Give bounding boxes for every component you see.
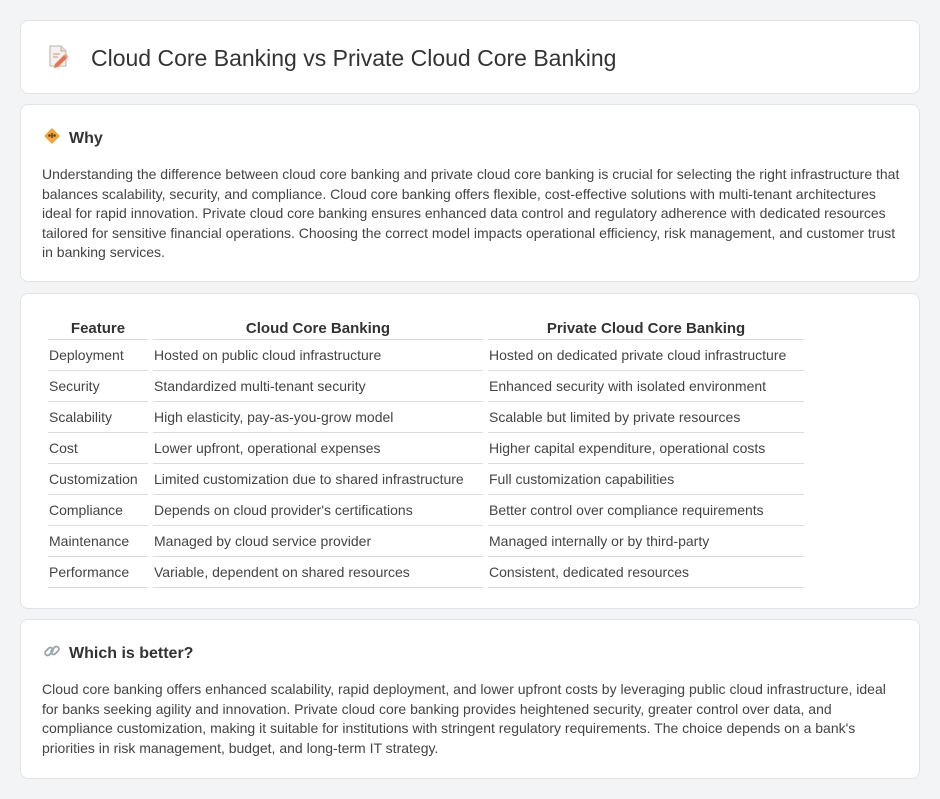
why-section: [20, 104, 920, 282]
page-title: Cloud Core Banking vs Private Cloud Core Banking: [91, 45, 617, 71]
table-row: [48, 433, 804, 464]
table-cell: Better control over compliance requirements: [488, 495, 804, 526]
table-row: [48, 340, 804, 371]
table-row: [48, 526, 804, 557]
table-cell: High elasticity, pay-as-you-grow model: [153, 402, 483, 433]
which-is-better-body: Cloud core banking offers enhanced scalability, rapid deployment, and lower upfront costs by leveraging public cloud infrastructure, ideal for banks seeking agility and innovation. Private cloud core banking provides heightened security, greater control over data, and compliance customization, making it suitable for institutions with stringent regulatory requirements. The choice depends on a bank's priorities in risk management, budget, and long-term IT strategy.: [42, 681, 886, 756]
header-cloud-core-banking: Cloud Core Banking: [153, 314, 483, 340]
header-private-cloud-core-banking: Private Cloud Core Banking: [488, 314, 804, 340]
comparison-table-card: [20, 293, 920, 609]
diamond-warning-icon: [43, 127, 61, 150]
table-cell: Depends on cloud provider's certifications: [153, 495, 483, 526]
document-edit-icon: [45, 43, 71, 74]
table-row: [48, 495, 804, 526]
table-row: [48, 402, 804, 433]
table-cell: Hosted on public cloud infrastructure: [153, 340, 483, 371]
table-cell: Maintenance: [48, 526, 148, 557]
table-row: [48, 371, 804, 402]
table-cell: Compliance: [48, 495, 148, 526]
link-icon: [43, 642, 61, 665]
table-cell: Deployment: [48, 340, 148, 371]
table-cell: Variable, dependent on shared resources: [153, 557, 483, 588]
table-cell: Standardized multi-tenant security: [153, 371, 483, 402]
table-cell: Customization: [48, 464, 148, 495]
comparison-table: [43, 314, 809, 588]
table-cell: Scalable but limited by private resources: [488, 402, 804, 433]
header-feature: Feature: [48, 314, 148, 340]
which-is-better-heading: Which is better?: [69, 644, 194, 662]
table-cell: Higher capital expenditure, operational costs: [488, 433, 804, 464]
table-cell: Consistent, dedicated resources: [488, 557, 804, 588]
table-cell: Full customization capabilities: [488, 464, 804, 495]
table-cell: Performance: [48, 557, 148, 588]
which-is-better-section: [20, 619, 920, 779]
table-cell: Scalability: [48, 402, 148, 433]
table-cell: Hosted on dedicated private cloud infrastructure: [488, 340, 804, 371]
table-cell: Enhanced security with isolated environment: [488, 371, 804, 402]
table-cell: Limited customization due to shared infrastructure: [153, 464, 483, 495]
table-cell: Lower upfront, operational expenses: [153, 433, 483, 464]
table-cell: Managed by cloud service provider: [153, 526, 483, 557]
why-heading: Why: [69, 129, 103, 147]
table-cell: Cost: [48, 433, 148, 464]
table-cell: Security: [48, 371, 148, 402]
title-card: [20, 20, 920, 94]
table-row: [48, 464, 804, 495]
why-body: Understanding the difference between cloud core banking and private cloud core banking is crucial for selecting the right infrastructure that balances scalability, security, and compliance. Cloud core banking offers flexible, cost-effective solutions with multi-tenant architectures ideal for rapid innovation. Private cloud core banking ensures enhanced data control and regulatory adherence with dedicated resources tailored for sensitive financial operations. Choosing the correct model impacts operational efficiency, risk management, and customer trust in banking services.: [42, 166, 900, 260]
table-row: [48, 557, 804, 588]
table-cell: Managed internally or by third-party: [488, 526, 804, 557]
